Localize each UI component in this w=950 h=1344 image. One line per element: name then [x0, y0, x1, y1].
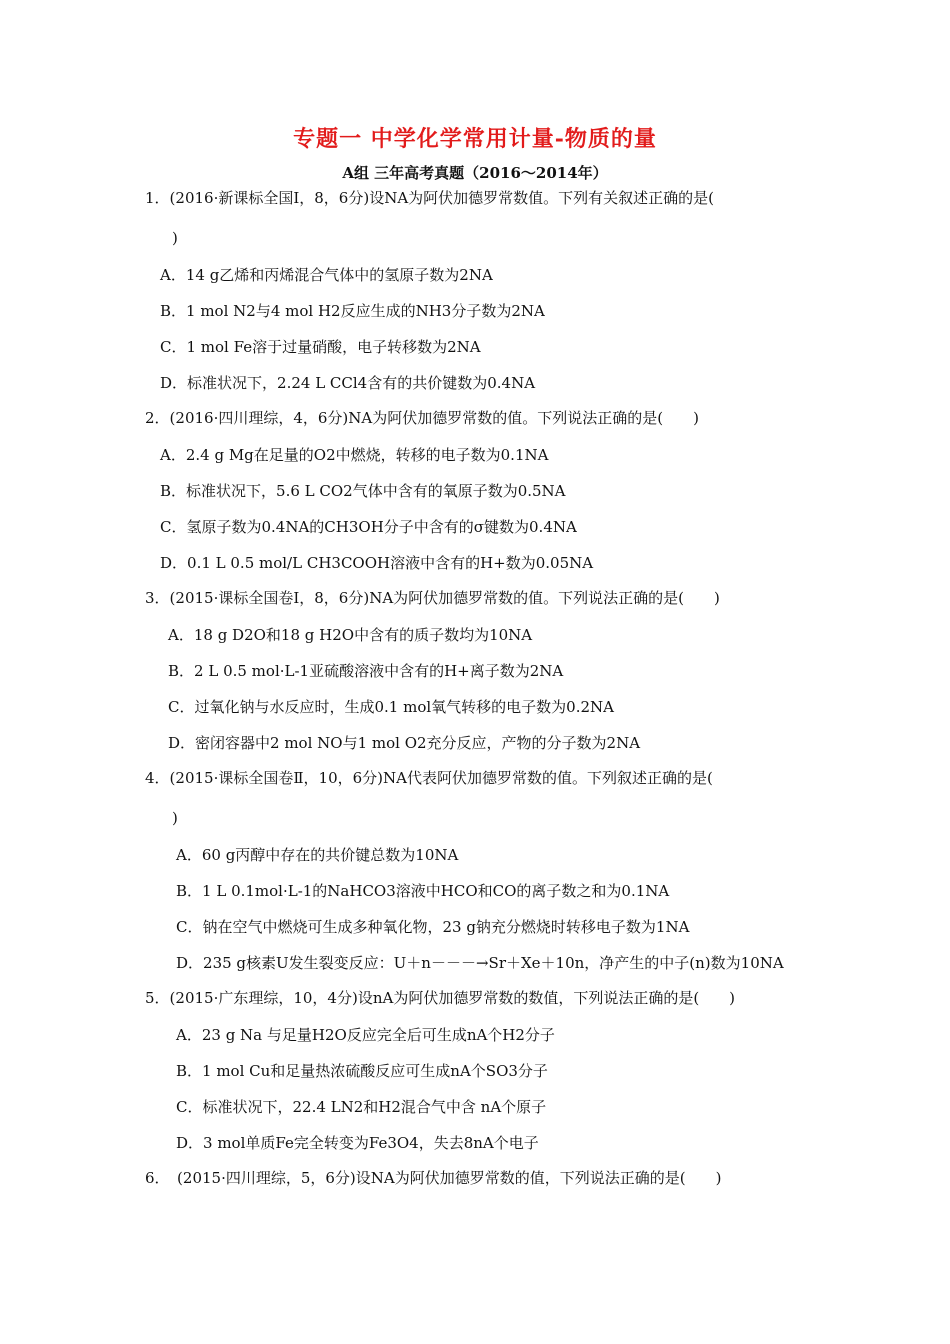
section-subtitle: A组 三年高考真题（2016～2014年）: [342, 164, 608, 182]
question-5-option-b: B．1 mol Cu和足量热浓硫酸反应可生成nA个SO3分子: [176, 1062, 548, 1080]
question-3-option-c: C．过氧化钠与水反应时，生成0.1 mol氧气转移的电子数为0.2NA: [168, 698, 614, 716]
page-title: 专题一 中学化学常用计量-物质的量: [293, 126, 657, 152]
question-4-option-b: B．1 L 0.1mol·L-1的NaHCO3溶液中HCO和CO的离子数之和为0.1NA: [176, 882, 670, 900]
question-2-option-c: C．氢原子数为0.4NA的CH3OH分子中含有的σ键数为0.4NA: [160, 518, 577, 536]
question-3-option-a: A．18 g D2O和18 g H2O中含有的质子数均为10NA: [168, 626, 533, 644]
question-5-option-a: A．23 g Na 与足量H2O反应完全后可生成nA个H2分子: [176, 1026, 555, 1044]
question-5-stem: 5．(2015·广东理综，10，4分)设nA为阿伏加德罗常数的数值，下列说法正确的是( ): [145, 989, 736, 1007]
question-4-option-d: D．235 g核素U发生裂变反应：U＋n－－－→Sr＋Xe＋10n，净产生的中子(n)数为10NA: [176, 954, 784, 972]
question-1-option-c: C．1 mol Fe溶于过量硝酸，电子转移数为2NA: [160, 338, 481, 356]
question-2-stem: 2．(2016·四川理综，4，6分)NA为阿伏加德罗常数的值。下列说法正确的是( ): [145, 409, 699, 427]
question-1-option-a: A．14 g乙烯和丙烯混合气体中的氢原子数为2NA: [160, 266, 493, 284]
question-1-stem: 1．(2016·新课标全国Ⅰ，8，6分)设NA为阿伏加德罗常数值。下列有关叙述正确的是(: [145, 189, 715, 207]
question-4-option-c: C．钠在空气中燃烧可生成多种氧化物，23 g钠充分燃烧时转移电子数为1NA: [176, 918, 690, 936]
question-2-option-d: D．0.1 L 0.5 mol/L CH3COOH溶液中含有的H+数为0.05NA: [160, 554, 594, 572]
question-3-stem: 3．(2015·课标全国卷Ⅰ，8，6分)NA为阿伏加德罗常数的值。下列说法正确的是( ): [145, 589, 720, 607]
question-6-stem: 6． (2015·四川理综，5，6分)设NA为阿伏加德罗常数的值，下列说法正确的是( ): [145, 1169, 722, 1187]
question-2-option-b: B．标准状况下，5.6 L CO2气体中含有的氧原子数为0.5NA: [160, 482, 566, 500]
question-3-option-d: D．密闭容器中2 mol NO与1 mol O2充分反应，产物的分子数为2NA: [168, 734, 641, 752]
question-1-option-d: D．标准状况下，2.24 L CCl4含有的共价键数为0.4NA: [160, 374, 536, 392]
question-1-option-b: B．1 mol N2与4 mol H2反应生成的NH3分子数为2NA: [160, 302, 545, 320]
question-1-stem-cont: ): [172, 229, 178, 247]
question-4-stem: 4．(2015·课标全国卷Ⅱ，10，6分)NA代表阿伏加德罗常数的值。下列叙述正确的是(: [145, 769, 713, 787]
question-5-option-d: D．3 mol单质Fe完全转变为Fe3O4，失去8nA个电子: [176, 1134, 539, 1152]
question-2-option-a: A．2.4 g Mg在足量的O2中燃烧，转移的电子数为0.1NA: [160, 446, 549, 464]
question-4-option-a: A．60 g丙醇中存在的共价键总数为10NA: [176, 846, 459, 864]
question-5-option-c: C．标准状况下，22.4 LN2和H2混合气中含 nA个原子: [176, 1098, 547, 1116]
question-4-stem-cont: ): [172, 809, 178, 827]
question-3-option-b: B．2 L 0.5 mol·L-1亚硫酸溶液中含有的H+离子数为2NA: [168, 662, 564, 680]
